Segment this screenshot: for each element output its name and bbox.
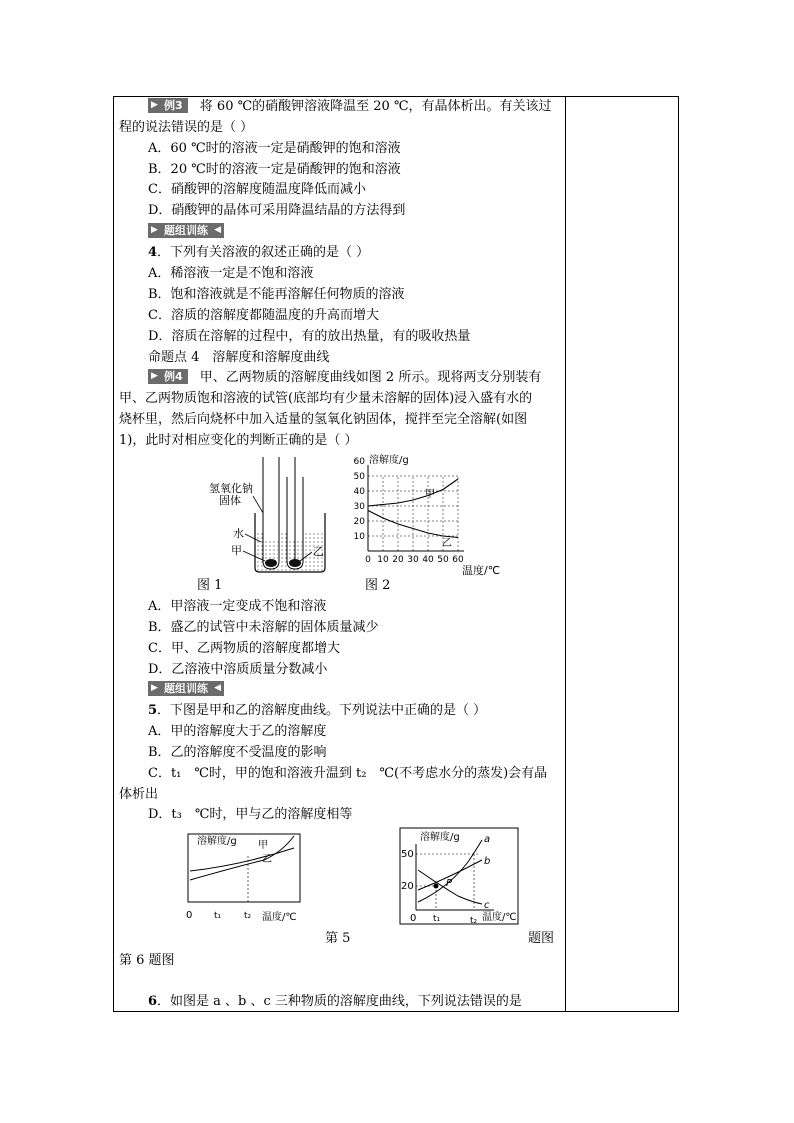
- figure2-solubility-chart: [346, 453, 498, 575]
- x-tick-label: 50: [437, 555, 449, 565]
- q6-label-a: a: [484, 834, 491, 845]
- q6-caption: 第 6 题图: [119, 953, 175, 968]
- train-badge-1: [148, 223, 224, 241]
- q6-t1: t₁: [433, 914, 441, 924]
- train-badge-label: ▶ 题组训练 ◀: [148, 681, 224, 696]
- figure2-caption: 图 2: [365, 578, 391, 593]
- y-tick-label: 20: [353, 517, 365, 527]
- q6-curve-a: [418, 840, 482, 902]
- q4-number: 4: [148, 245, 158, 260]
- y-tick-label: 10: [353, 532, 365, 542]
- q5-number: 5: [148, 703, 158, 718]
- column-divider: [565, 96, 566, 1012]
- example4-text: 甲、乙两物质的溶解度曲线如图 2 所示。现将两支分别装有: [199, 370, 542, 385]
- example3-option-c: C．硝酸钾的溶解度随温度降低而减小: [148, 182, 366, 197]
- q6-y50: 50: [401, 849, 414, 860]
- q5-option-a: A．甲的溶解度大于乙的溶解度: [148, 724, 327, 739]
- example4-line1: [148, 369, 541, 387]
- example3-option-d: D．硝酸钾的晶体可采用降温结晶的方法得到: [148, 203, 406, 218]
- y-tick-label: 50: [353, 472, 365, 482]
- q5-option-d: D．t₃ ℃时，甲与乙的溶解度相等: [148, 807, 353, 822]
- series-label-jia: 甲: [425, 489, 435, 500]
- x-tick-label: 30: [407, 555, 419, 565]
- series-label-yi: 乙: [442, 538, 452, 549]
- x-tick-label: 10: [377, 555, 389, 565]
- q5-ylabel: 溶解度/g: [197, 836, 237, 847]
- naoh-label-2: 固体: [219, 494, 241, 507]
- q6-number: 6: [148, 994, 158, 1009]
- chart-xlabel: 温度/℃: [462, 564, 501, 577]
- q6-label-c: c: [484, 900, 490, 911]
- q6-point-p: [434, 884, 439, 889]
- example4-option-d: D．乙溶液中溶质质量分数减小: [148, 662, 328, 677]
- tube-yi-solid: [289, 559, 301, 567]
- topic4-heading: 命题点 4 溶解度和溶解度曲线: [148, 350, 330, 365]
- example3-badge: ▶ 例3: [148, 98, 188, 113]
- x-tick-label: 40: [422, 555, 434, 565]
- q6-stem: [148, 993, 522, 1011]
- example4-option-a: A．甲溶液一定变成不饱和溶液: [148, 599, 327, 614]
- q6-solubility-chart: [398, 826, 522, 926]
- example3-text: 将 60 ℃的硝酸钾溶液降温至 20 ℃，有晶体析出。有关该过: [199, 99, 552, 114]
- example4-line4: 1)，此时对相应变化的判断正确的是（ ）: [119, 433, 358, 448]
- example4-badge: ▶ 例4: [148, 369, 188, 384]
- x-tick-label: 0: [365, 555, 371, 565]
- q6-origin: 0: [410, 913, 417, 924]
- q6-y20: 20: [401, 881, 414, 892]
- tube-jia-solid: [265, 559, 277, 567]
- naoh-label-1: 氢氧化钠: [209, 482, 253, 495]
- figure1-caption: 图 1: [197, 578, 223, 593]
- example3-option-a: A．60 ℃时的溶液一定是硝酸钾的饱和溶液: [148, 141, 401, 156]
- tube-jia-solution: [264, 539, 278, 561]
- q4-option-a: A．稀溶液一定是不饱和溶液: [148, 266, 314, 281]
- example3-line1: [148, 98, 552, 116]
- q4-stem-text: ．下列有关溶液的叙述正确的是（ ）: [157, 245, 370, 260]
- figure1-beaker: [205, 453, 355, 575]
- y-tick-label: 40: [353, 487, 365, 497]
- q5-stem: [148, 702, 486, 720]
- chart-series: [368, 479, 458, 538]
- q4-option-b: B．饱和溶液就是不能再溶解任何物质的溶液: [148, 287, 405, 302]
- q5-t1: t₁: [214, 911, 222, 921]
- q5-caption-part2: 题图: [528, 931, 555, 946]
- x-tick-label: 20: [392, 555, 404, 565]
- example3-option-b: B．20 ℃时的溶液一定是硝酸钾的饱和溶液: [148, 162, 401, 177]
- q6-xlabel: 温度/℃: [482, 912, 517, 923]
- q6-stem-text: ．如图是 a 、b 、c 三种物质的溶解度曲线，下列说法错误的是: [157, 994, 522, 1009]
- q4-option-c: C．溶质的溶解度都随温度的升高而增大: [148, 308, 379, 323]
- example4-line2: 甲、乙两物质饱和溶液的试管(底部均有少量未溶解的固体)浸入盛有水的: [119, 391, 533, 406]
- y-tick-label: 30: [353, 502, 365, 512]
- q5-option-c-cont: 体析出: [119, 787, 159, 802]
- q6-label-b: b: [484, 856, 491, 867]
- q4-option-d: D．溶质在溶解的过程中，有的放出热量，有的吸收热量: [148, 329, 471, 344]
- q5-t2: t₂: [244, 911, 252, 921]
- water-label: 水: [233, 527, 244, 540]
- train-badge-label: ▶ 题组训练 ◀: [148, 223, 224, 238]
- q5-label-jia: 甲: [258, 840, 268, 851]
- q4-stem: [148, 244, 369, 262]
- train-badge-2: [148, 681, 224, 699]
- x-tick-label: 60: [452, 555, 464, 565]
- q6-t2: t₂: [470, 916, 478, 926]
- q5-label-yi: 乙: [262, 854, 272, 865]
- chart-ylabel: 溶解度/g: [369, 455, 409, 466]
- q5-caption-part1: 第 5: [325, 931, 351, 946]
- yi-label: 乙: [313, 545, 324, 558]
- example4-option-b: B．盛乙的试管中未溶解的固体质量减少: [148, 620, 379, 635]
- q6-ylabel: 溶解度/g: [420, 832, 460, 843]
- q5-xlabel: 温度/℃: [262, 912, 297, 923]
- q6-label-p: P: [446, 878, 453, 889]
- example4-option-c: C．甲、乙两物质的溶解度都增大: [148, 641, 340, 656]
- y-tick-label: 60: [353, 457, 365, 467]
- q5-origin: 0: [186, 910, 193, 921]
- q5-option-b: B．乙的溶解度不受温度的影响: [148, 745, 327, 760]
- tube-yi-solution: [288, 539, 302, 561]
- example3-line2: 程的说法错误的是（ ）: [119, 120, 254, 135]
- jia-label: 甲: [231, 544, 242, 557]
- q5-option-c: C．t₁ ℃时，甲的饱和溶液升温到 t₂ ℃(不考虑水分的蒸发)会有晶: [148, 766, 548, 781]
- q5-solubility-chart: [182, 828, 322, 926]
- q5-stem-text: ．下图是甲和乙的溶解度曲线。下列说法中正确的是（ ）: [157, 703, 487, 718]
- example4-line3: 烧杯里，然后向烧杯中加入适量的氢氧化钠固体，搅拌至完全溶解(如图: [119, 412, 528, 427]
